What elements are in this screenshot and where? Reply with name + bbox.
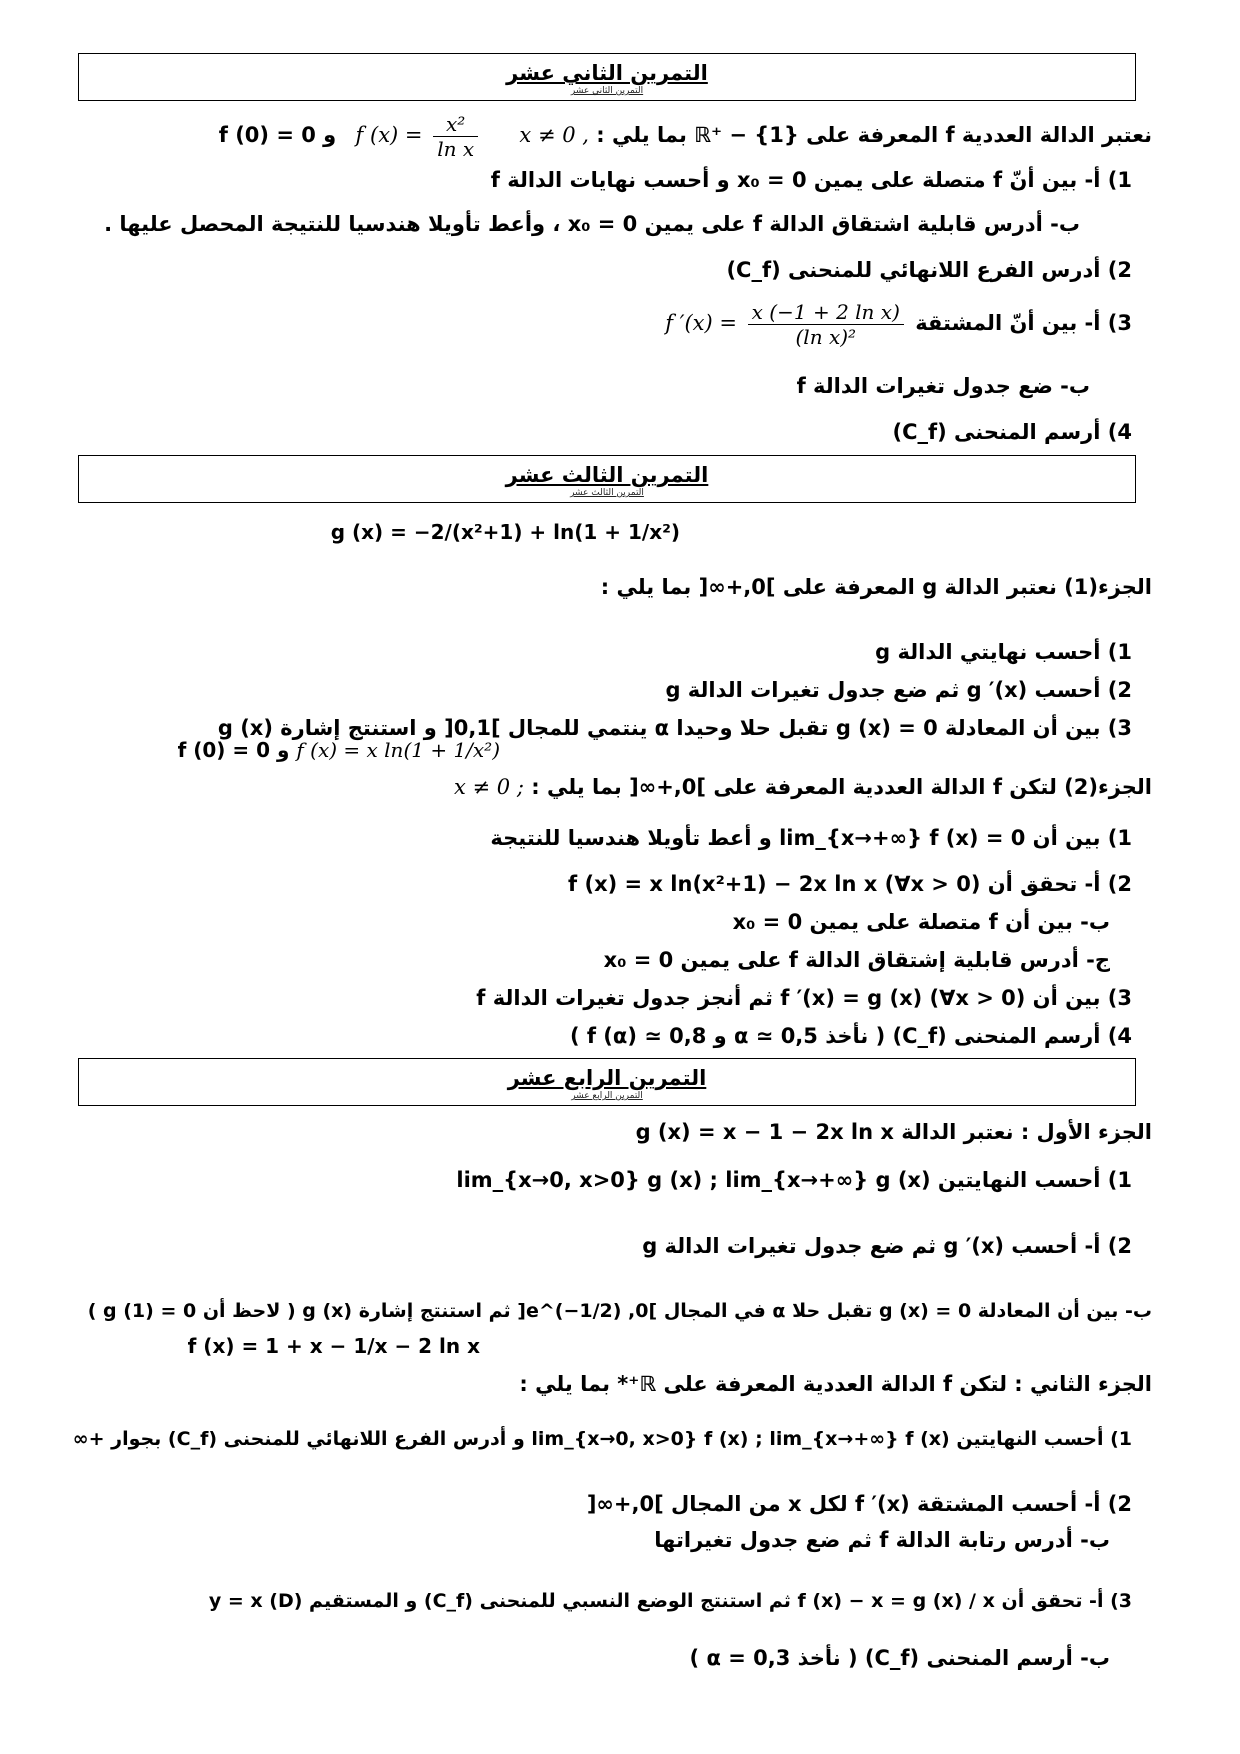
ex14-title: التمرين الرابع عشر [507,1066,707,1090]
ex12-intro-num: x² [433,112,478,137]
ex12-intro [219,112,1152,161]
ex12-q3a-den: (ln x)² [795,325,857,349]
ex12-q3a-text: 3) أ- بين أنّ المشتقة [915,311,1132,335]
ex13-p1-intro-row [601,575,1152,599]
ex13-p2-cond: x ≠ 0 ; [454,775,524,799]
ex14-q2b: ب- بين أن المعادلة g (x) = 0 تقبل حلا α في المجال ]0, e^(−1/2)[ ثم استنتج إشارة g (x) ( لاحظ أن g (1) = 0 ) [87,1300,1152,1322]
ex12-intro-f [356,112,483,161]
ex13-p2-q4: 4) أرسم المنحنى (C_f) ( نأخذ α ≃ 0,5 و f (α) ≃ 0,8 ) [569,1024,1132,1048]
ex12-q2: 2) أدرس الفرع اللانهائي للمنحنى (C_f) [726,258,1132,282]
ex14-p2-q3b: ب- أرسم المنحنى (C_f) ( نأخذ α = 0,3 ) [689,1646,1110,1670]
ex12-intro-cond: x ≠ 0 , [519,123,589,147]
ex12-q3b: ب- ضع جدول تغيرات الدالة f [796,374,1090,398]
ex14-p2-q1: 1) أحسب النهايتين lim_{x→0, x>0} f (x) ; lim_{x→+∞} f (x) و أدرس الفرع اللانهائي للمنحنى (C_f) بجوار +∞ [72,1428,1132,1450]
ex13-p1-intro: الجزء(1) نعتبر الدالة g المعرفة على ]0,+∞[ بما يلي : [600,575,1152,599]
ex14-p1-intro: الجزء الأول : نعتبر الدالة g (x) = x − 1 − 2x ln x [635,1120,1152,1144]
ex13-q1: 1) أحسب نهايتي الدالة g [875,640,1132,664]
ex12-q1a: 1) أ- بين أنّ f متصلة على يمين x₀ = 0 و أحسب نهايات الدالة f [490,168,1132,192]
ex12-q3a-fraction [748,300,904,349]
ex13-title-shadow: التمرين الثالث عشر [570,488,644,498]
ex13-q3: 3) بين أن المعادلة g (x) = 0 تقبل حلا وحيدا α ينتمي للمجال ]0,1[ و استنتج إشارة g (x) [217,716,1132,740]
ex12-q1b: ب- أدرس قابلية اشتقاق الدالة f على يمين x₀ = 0 ، وأعط تأويلا هندسيا للنتيجة المحصل عليها . [104,212,1080,236]
ex12-q3a-num: x (−1 + 2 ln x) [748,300,904,325]
ex14-p2-q3a: 3) أ- تحقق أن f (x) − x = g (x) / x ثم استنتج الوضع النسبي للمنحنى (C_f) و المستقيم (D) y = x [208,1590,1132,1612]
ex12-title-shadow: التمرين الثاني عشر [570,86,644,96]
ex12-intro-end: و f (0) = 0 [218,123,337,147]
ex12-intro-den: ln x [437,137,475,161]
ex14-p2-formula: f (x) = 1 + x − 1/x − 2 ln x [187,1334,480,1358]
ex14-title-box [78,1058,1136,1106]
ex13-p2-intro: الجزء(2) لتكن f الدالة العددية المعرفة على ]0,+∞[ بما يلي : [531,775,1152,799]
ex13-q2: 2) أحسب g ′(x) ثم ضع جدول تغيرات الدالة g [665,678,1132,702]
ex13-p1-formula: g (x) = −2/(x²+1) + ln(1 + 1/x²) [330,520,680,544]
ex14-p2-q2b: ب- أدرس رتابة الدالة f ثم ضع جدول تغيراتها [654,1528,1110,1552]
ex13-title: التمرين الثالث عشر [505,463,709,487]
ex14-q1: 1) أحسب النهايتين lim_{x→0, x>0} g (x) ; lim_{x→+∞} g (x) [456,1168,1132,1192]
ex12-q3a-formula [665,300,908,349]
ex14-p2-intro-row [519,1372,1152,1396]
ex12-intro-fraction [433,112,478,161]
ex12-q4: 4) أرسم المنحنى (C_f) [892,420,1132,444]
ex12-q3a [665,300,1132,349]
ex12-intro-text: نعتبر الدالة العددية f المعرفة على ℝ⁺ − {1} بما يلي : [596,123,1152,147]
ex13-p2-q2a: 2) أ- تحقق أن f (x) = x ln(x²+1) − 2x ln x (∀x > 0) [568,872,1132,896]
ex12-q3a-lhs: f ′(x) = [665,311,737,335]
ex12-intro-f-lhs: f (x) = [355,123,423,147]
ex13-p2-q1: 1) بين أن lim_{x→+∞} f (x) = 0 و أعط تأويلا هندسيا للنتيجة [490,826,1132,850]
ex13-p2-formula-row [178,738,500,762]
ex13-p2-q3: 3) بين أن f ′(x) = g (x) (∀x > 0) ثم أنجز جدول تغيرات الدالة f [476,986,1132,1010]
ex14-p2-intro: الجزء الثاني : لتكن f الدالة العددية المعرفة على ℝ⁺* بما يلي : [519,1372,1152,1396]
ex13-p2-q2c: ج- أدرس قابلية إشتقاق الدالة f على يمين x₀ = 0 [603,948,1110,972]
ex13-title-box [78,455,1136,503]
ex12-title-box [78,53,1136,101]
ex14-q2a: 2) أ- أحسب g ′(x) ثم ضع جدول تغيرات الدالة g [642,1234,1132,1258]
ex13-p2-end: و f (0) = 0 [177,738,290,762]
ex13-p2-intro-row [454,775,1152,799]
ex14-p2-q2a: 2) أ- أحسب المشتقة f ′(x) لكل x من المجال ]0,+∞[ [586,1492,1132,1516]
ex13-p2-q2b: ب- بين أن f متصلة على يمين x₀ = 0 [732,910,1110,934]
ex14-title-shadow: التمرين الرابع عشر [571,1091,643,1101]
ex12-title: التمرين الثاني عشر [506,61,708,85]
ex13-p2-formula: f (x) = x ln(1 + 1/x²) [296,738,500,762]
